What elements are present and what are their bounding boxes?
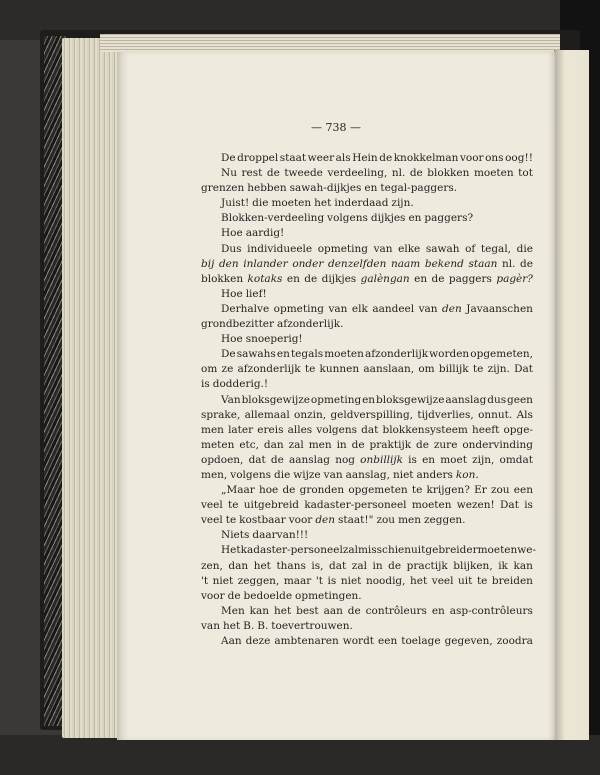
book-page bbox=[117, 52, 555, 740]
text-line: Aan deze ambtenaren wordt een toelage gegeven, zoodra bbox=[221, 635, 533, 647]
text-line: men, volgens die wijze van aanslag, niet anders kon. bbox=[201, 468, 479, 481]
page-number: — 738 — bbox=[311, 121, 361, 134]
text-line: Hoe aardig! bbox=[221, 227, 285, 240]
text-line: Derhalve opmeting van elk aandeel van den Javaanschen bbox=[221, 302, 533, 315]
text-line: is dodderig.! bbox=[201, 378, 269, 391]
text-line: Het kadaster-personeel zal misschien uitgebreider moeten we- bbox=[221, 544, 537, 557]
scanner-backdrop-bottom bbox=[0, 735, 600, 775]
text-line: bij den inlander onder denzelfden naam bekend staan nl. de bbox=[201, 257, 533, 270]
text-line: opdoen, dat de aanslag nog onbillijk is en moet zijn, omdat bbox=[201, 453, 533, 466]
facing-page-strip bbox=[554, 50, 589, 740]
text-line: meten etc, dan zal men in de praktijk de zure ondervinding bbox=[201, 438, 533, 451]
text-line: veel te uitgebreid kadaster-personeel moeten wezen! Dat is bbox=[201, 499, 533, 512]
text-line: Nu rest de tweede verdeeling, nl. de blokken moeten tot bbox=[221, 167, 533, 180]
text-line: Dus individueele opmeting van elke sawah of tegal, die bbox=[221, 242, 533, 255]
text-line: „Maar hoe de gronden opgemeten te krijgen? Er zou een bbox=[221, 484, 533, 497]
text-line: zen, dan het thans is, dat zal in de practijk blijken, ik kan bbox=[201, 559, 533, 572]
text-line: Niets daarvan!!! bbox=[221, 529, 309, 542]
text-line: grondbezitter afzonderlijk. bbox=[201, 318, 344, 331]
text-line: 't niet zeggen, maar 't is niet noodig, het veel uit te breiden bbox=[201, 574, 533, 587]
text-line: blokken kotaks en de dijkjes galèngan en de paggers pagèr? bbox=[201, 272, 533, 285]
text-line: Blokken-verdeeling volgens dijkjes en paggers? bbox=[221, 212, 474, 225]
text-line: van het B. B. toevertrouwen. bbox=[201, 619, 353, 632]
text-line: Men kan het best aan de contrôleurs en asp-contrôleurs bbox=[221, 604, 533, 617]
text-line: Hoe snoeperig! bbox=[221, 333, 303, 346]
text-line: Juist! die moeten het inderdaad zijn. bbox=[221, 197, 414, 210]
text-line: De sawahs en tegals moeten afzonderlijk worden opgemeten, bbox=[221, 348, 533, 361]
text-line: men later ereis alles volgens dat blokkensysteem heeft opge- bbox=[201, 423, 533, 436]
text-line: sprake, allemaal onzin, geldverspilling, tijdverlies, onnut. Als bbox=[201, 408, 533, 421]
text-line: om ze afzonderlijk te kunnen aanslaan, om billijk te zijn. Dat bbox=[201, 363, 533, 376]
text-line: voor de bedoelde opmetingen. bbox=[201, 589, 362, 602]
page-edges-left bbox=[62, 38, 122, 738]
page-text bbox=[201, 151, 537, 649]
text-line: Hoe lief! bbox=[221, 287, 267, 300]
text-line: grenzen hebben sawah-dijkjes en tegal-paggers. bbox=[201, 182, 458, 195]
text-line: De droppel staat weer als Hein de knokkelman voor ons oog!! bbox=[221, 152, 533, 164]
page-edges-top bbox=[100, 34, 560, 52]
text-line: Van bloksgewijze opmeting en bloksgewijze aanslag dus geen bbox=[221, 393, 533, 406]
text-line: veel te kostbaar voor den staat!" zou men zeggen. bbox=[201, 514, 466, 527]
